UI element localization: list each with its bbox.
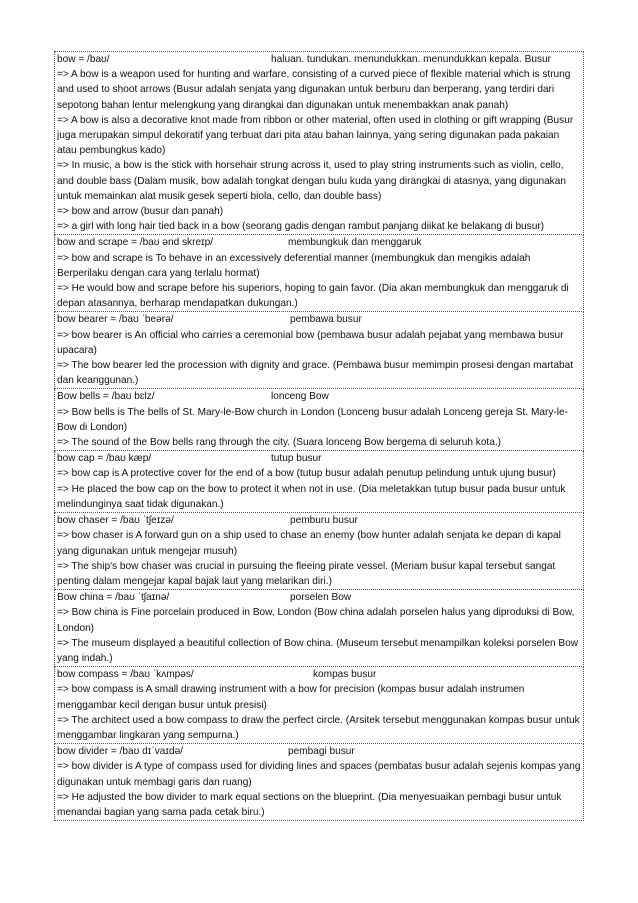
entry-gloss: pembawa busur [290, 314, 362, 326]
entry-gloss: lonceng Bow [271, 391, 329, 403]
entry-gloss: membungkuk dan menggaruk [288, 237, 422, 249]
entry-definition: => In music, a bow is the stick with horsehair strung across it, used to play string instruments such as violin, cello, and double bass (Dalam musik, bow adalah tongkat dengan bulu kuda yang dirangkai di atasnya, yang digunakan untuk memainkan alat musik gesek seperti biola, cello, dan double bass) [57, 160, 566, 202]
entry-heading [57, 389, 581, 404]
entry-example: => The museum displayed a beautiful collection of Bow china. (Museum tersebut menampilkan koleksi porselen Bow yang indah.) [57, 637, 579, 664]
entry-example: => The bow bearer led the procession with dignity and grace. (Pembawa busur memimpin prosesi dengan martabat dan keanggunan.) [57, 360, 573, 387]
entry-definition: => bow compass is A small drawing instrument with a bow for precision (kompas busur adalah instrumen menggambar kecil dengan busur untuk presisi) [57, 684, 525, 711]
entry-heading [57, 52, 581, 67]
entry-example: => The architect used a bow compass to draw the perfect circle. (Arsitek tersebut menggunakan kompas busur untuk menggambar lingkaran yang sempurna.) [57, 714, 580, 741]
entry-term: bow and scrape = /baʊ ənd skreɪp/ [57, 237, 214, 249]
entry-heading [57, 312, 581, 327]
entry-definition: => bow and scrape is To behave in an excessively deferential manner (membungkuk dan mengikis adalah Berperilaku dengan cara yang terlalu hormat) [57, 252, 531, 279]
entry-heading [57, 744, 581, 759]
entry-definition: => Bow china is Fine porcelain produced in Bow, London (Bow china adalah porselen halus yang diproduksi di Bow, London) [57, 607, 575, 634]
entry-definition: => bow chaser is A forward gun on a ship used to chase an enemy (bow hunter adalah senjata ke depan di kapal yang digunakan untuk mengejar musuh) [57, 530, 561, 557]
entry-definition: => bow divider is A type of compass used for dividing lines and spaces (pembatas busur adalah sejenis kompas yang digunakan untuk membagi garis dan ruang) [57, 761, 581, 788]
entry-gloss: haluan. tundukan. menundukkan. menundukkan kepala. Busur [271, 54, 552, 65]
entry-bow-china [54, 590, 584, 667]
entry-term: bow compass = /baʊ ˈkʌmpəs/ [57, 669, 194, 681]
entry-definition: => bow cap is A protective cover for the end of a bow (tutup busur adalah penutup pelindung untuk ujung busur) [57, 468, 556, 480]
entry-term: bow = /baʊ/ [57, 54, 110, 65]
entry-bow-compass [54, 667, 584, 744]
entry-example: => The sound of the Bow bells rang through the city. (Suara lonceng Bow bergema di seluruh kota.) [57, 437, 502, 449]
entry-example: => bow and arrow (busur dan panah) [57, 206, 224, 218]
entry-example: => He would bow and scrape before his superiors, hoping to gain favor. (Dia akan membungkuk dan menggaruk di depan atasannya, berharap mendapatkan dukungan.) [57, 283, 569, 310]
entry-bow-and-scrape [54, 235, 584, 312]
entry-definition: => bow bearer is An official who carries a ceremonial bow (pembawa busur adalah pejabat yang membawa busur upacara) [57, 329, 564, 356]
entry-heading [57, 451, 581, 466]
entry-heading [57, 590, 581, 605]
entry-gloss: kompas busur [313, 669, 377, 681]
entry-bow-chaser [54, 513, 584, 590]
entry-term: bow divider = /baʊ dɪˈvaɪdə/ [57, 746, 183, 758]
dictionary-document [54, 51, 584, 821]
entry-example: => He adjusted the bow divider to mark equal sections on the blueprint. (Dia menyesuaikan pembagi busur untuk menandai bagian yang sama pada cetak biru.) [57, 791, 562, 818]
entry-term: bow cap = /baʊ kæp/ [57, 453, 152, 465]
entry-term: Bow bells = /baʊ bɛlz/ [57, 391, 155, 403]
entry-bow-bearer [54, 312, 584, 389]
entry-bow-bells [54, 389, 584, 451]
entry-term: bow bearer = /baʊ ˈbeərə/ [57, 314, 174, 326]
entry-definition: => A bow is also a decorative knot made from ribbon or other material, often used in clothing or gift wrapping (Busur juga merupakan simpul dekoratif yang terbuat dari pita atau bahan lainnya, yang sering digunakan pada pakaian atau pembungkus kado) [57, 114, 574, 157]
entry-definition: => Bow bells is The bells of St. Mary-le-Bow church in London (Lonceng busur adalah Lonceng gereja St. Mary-le-Bow di London) [57, 406, 568, 433]
entry-term: bow chaser = /baʊ ˈtʃeɪzə/ [57, 515, 174, 527]
entry-bow-cap [54, 451, 584, 513]
entry-gloss: porselen Bow [290, 592, 352, 604]
entry-heading [57, 235, 581, 250]
entry-heading [57, 513, 581, 528]
entry-heading [57, 667, 581, 682]
entry-example: => The ship's bow chaser was crucial in pursuing the fleeing pirate vessel. (Meriam busur kapal tersebut sangat penting dalam mengejar kapal bajak laut yang melarikan diri.) [57, 560, 556, 587]
entry-example: => He placed the bow cap on the bow to protect it when not in use. (Dia meletakkan tutup busur pada busur untuk melindunginya saat tidak digunakan.) [57, 483, 566, 510]
entry-gloss: tutup busur [271, 453, 322, 465]
entry-example: => a girl with long hair tied back in a bow (seorang gadis dengan rambut panjang diikat ke belakang di busur) [57, 221, 545, 233]
entry-gloss: pembagi busur [288, 746, 355, 758]
entry-bow [54, 51, 584, 235]
entry-gloss: pemburu busur [290, 515, 358, 527]
entry-term: Bow china = /baʊ ˈtʃaɪnə/ [57, 592, 170, 604]
entry-definition: => A bow is a weapon used for hunting and warfare, consisting of a curved piece of flexible material which is strung and used to shoot arrows (Busur adalah senjata yang digunakan untuk berburu dan berperang, yang terdiri dari sepotong bahan lentur melengkung yang dirangkai dan digunakan untuk menembakkan anak panah) [57, 69, 571, 111]
entry-bow-divider [54, 744, 584, 821]
